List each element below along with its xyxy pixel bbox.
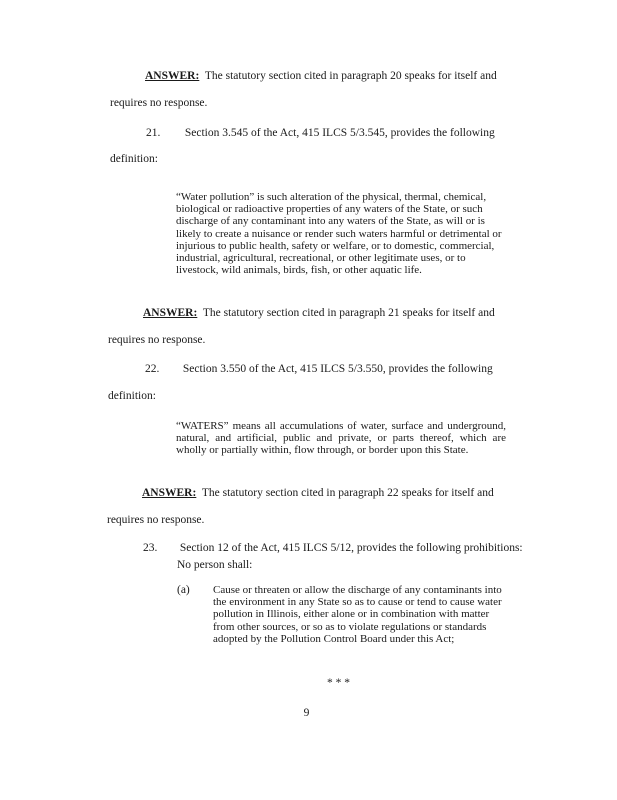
answer-22	[142, 486, 494, 500]
answer-21-continuation: requires no response.	[108, 334, 206, 346]
paragraph-text: Section 3.550 of the Act, 415 ILCS 5/3.550, provides the following	[182, 363, 493, 375]
page-number: 9	[303, 707, 310, 719]
answer-text: The statutory section cited in paragraph 20 speaks for itself and	[204, 70, 497, 82]
paragraph-text: Section 3.545 of the Act, 415 ILCS 5/3.545, provides the following	[184, 127, 495, 139]
answer-text: The statutory section cited in paragraph 21 speaks for itself and	[202, 307, 495, 319]
answer-21	[143, 306, 495, 320]
answer-22-continuation: requires no response.	[107, 514, 205, 526]
answer-20	[145, 69, 497, 83]
subitem-a-text: Cause or threaten or allow the discharge of any contaminants into the environment in any State so as to cause or tend to cause water pollution in Illinois, either alone or in combination with matter from other sources, or so as to violate regulations or standards adopted by the Pollution Control Board under this Act;	[213, 584, 502, 645]
paragraph-number: 22.	[145, 363, 160, 375]
paragraph-21	[146, 126, 495, 140]
paragraph-number: 23.	[143, 542, 158, 554]
waters-definition-quote: “WATERS” means all accumulations of water, surface and underground, natural, and artificial, public and private, or parts thereof, which are wholly or partially within, flow through, or border upon this State.	[176, 420, 506, 457]
paragraph-23	[143, 541, 523, 555]
paragraph-number: 21.	[146, 127, 161, 139]
answer-label: ANSWER:	[143, 307, 198, 319]
paragraph-text: Section 12 of the Act, 415 ILCS 5/12, provides the following prohibitions:	[179, 542, 523, 554]
water-pollution-definition-quote: “Water pollution” is such alteration of the physical, thermal, chemical, biological or radioactive properties of any waters of the State, or such discharge of any contaminant into any waters of the State, as will or is likely to create a nuisance or render such waters harmful or detrimental or injurious to public health, safety or welfare, or to domestic, commercial, industrial, agricultural, recreational, or other legitimate uses, or to livestock, wild animals, birds, fish, or other aquatic life.	[176, 191, 502, 277]
answer-label: ANSWER:	[142, 487, 197, 499]
paragraph-22	[145, 362, 493, 376]
subitem-label: (a)	[177, 584, 190, 596]
paragraph-21-continuation: definition:	[110, 153, 158, 165]
paragraph-22-continuation: definition:	[108, 390, 156, 402]
answer-label: ANSWER:	[145, 70, 200, 82]
answer-text: The statutory section cited in paragraph 22 speaks for itself and	[201, 487, 494, 499]
answer-20-continuation: requires no response.	[110, 97, 208, 109]
section-ellipsis: * * *	[327, 677, 350, 689]
paragraph-23-intro: No person shall:	[177, 559, 253, 571]
